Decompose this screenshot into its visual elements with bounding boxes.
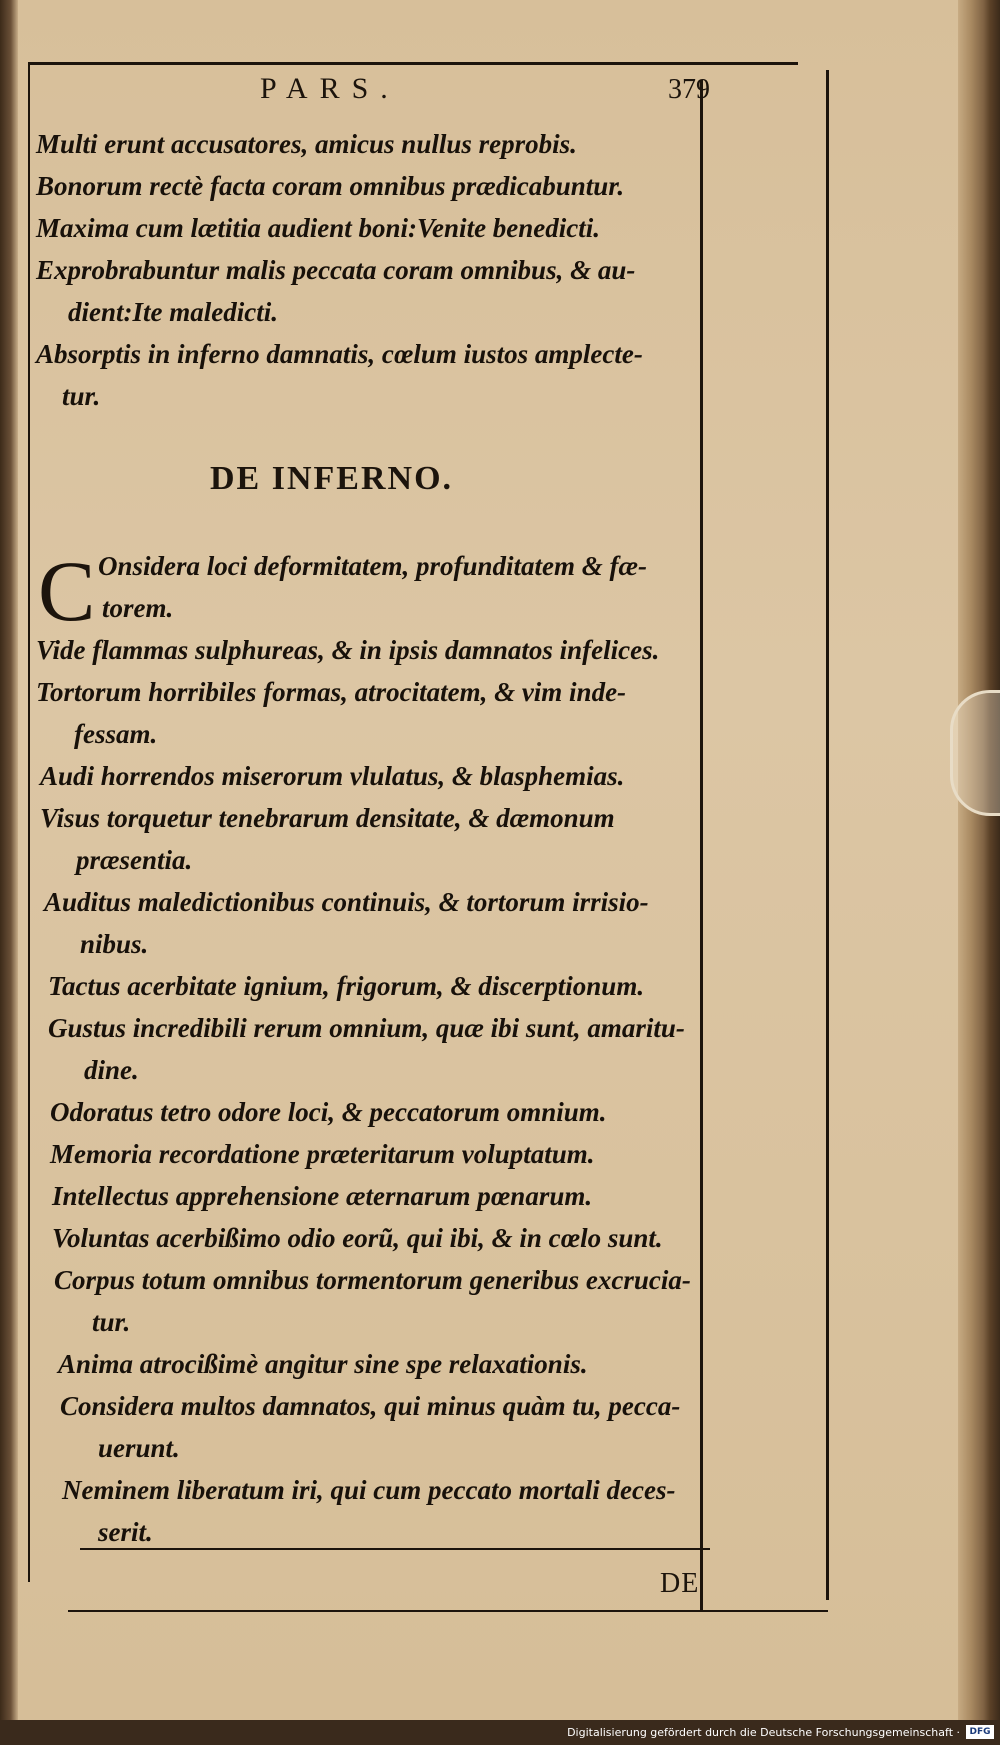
text-line: præsentia. [76,845,193,875]
text-line: Onsidera loci deformitatem, profunditatem & fæ- [98,551,647,581]
text-line: Gustus incredibili rerum omnium, quæ ibi sunt, amaritu- [48,1013,685,1043]
running-head: PARS. [260,72,400,105]
footer-credit: Digitalisierung gefördert durch die Deutsche Forschungsgemeinschaft · [567,1726,960,1739]
text-line: serit. [98,1517,153,1547]
book-spine [0,0,18,1720]
text-line: dine. [84,1055,139,1085]
text-line: uerunt. [98,1433,180,1463]
dfg-logo-icon: DFG [966,1725,994,1739]
text-line: Neminem liberatum iri, qui cum peccato mortali deces- [62,1475,676,1505]
text-line: Bonorum rectè facta coram omnibus prædicabuntur. [36,171,625,201]
text-line: Maxima cum lætitia audient boni:Venite benedicti. [36,213,601,243]
drop-cap: C [38,543,96,639]
text-line: Voluntas acerbißimo odio eorũ, qui ibi, & in cœlo sunt. [52,1223,663,1253]
text-line: nibus. [80,929,149,959]
bookmark-clip [950,690,1000,816]
text-line: dient:Ite maledicti. [68,297,278,327]
text-line: Memoria recordatione præteritarum voluptatum. [50,1139,595,1169]
footer-bar [0,1720,1000,1745]
page-header [250,72,710,112]
text-line: torem. [102,593,174,623]
top-rule [28,62,798,65]
text-line: Anima atrocißimè angitur sine spe relaxationis. [58,1349,588,1379]
page-number: 379 [668,74,710,105]
text-line: tur. [62,381,101,411]
text-line: Visus torquetur tenebrarum densitate, & dæmonum [40,803,615,833]
text-line: Multi erunt accusatores, amicus nullus reprobis. [36,129,577,159]
text-line: fessam. [74,719,158,749]
page-edge [958,0,990,1720]
text-line: Corpus totum omnibus tormentorum generibus excrucia- [54,1265,691,1295]
catchword: DE [660,1568,700,1599]
text-line: Vide flammas sulphureas, & in ipsis damnatos infelices. [36,635,660,665]
section-heading: DE INFERNO. [210,460,454,497]
frame-outer-rule [826,70,829,1600]
text-line: Audi horrendos miserorum vlulatus, & blasphemias. [40,761,625,791]
text-line: Absorptis in inferno damnatis, cœlum iustos amplecte- [36,339,643,369]
text-line: Odoratus tetro odore loci, & peccatorum omnium. [50,1097,607,1127]
text-line: Tactus acerbitate ignium, frigorum, & discerptionum. [48,971,645,1001]
text-line: Auditus maledictionibus continuis, & tortorum irrisio- [44,887,649,917]
text-line: tur. [92,1307,131,1337]
bottom-outer-rule [68,1610,828,1612]
frame-left-rule [28,62,30,1582]
text-line: Considera multos damnatos, qui minus quàm tu, pecca- [60,1391,681,1421]
text-line: Tortorum horribiles formas, atrocitatem, & vim inde- [36,677,627,707]
bottom-rule [80,1548,710,1550]
frame-inner-rule [700,80,703,1610]
text-line: Exprobrabuntur malis peccata coram omnibus, & au- [36,255,636,285]
text-line: Intellectus apprehensione æternarum pœnarum. [52,1181,593,1211]
